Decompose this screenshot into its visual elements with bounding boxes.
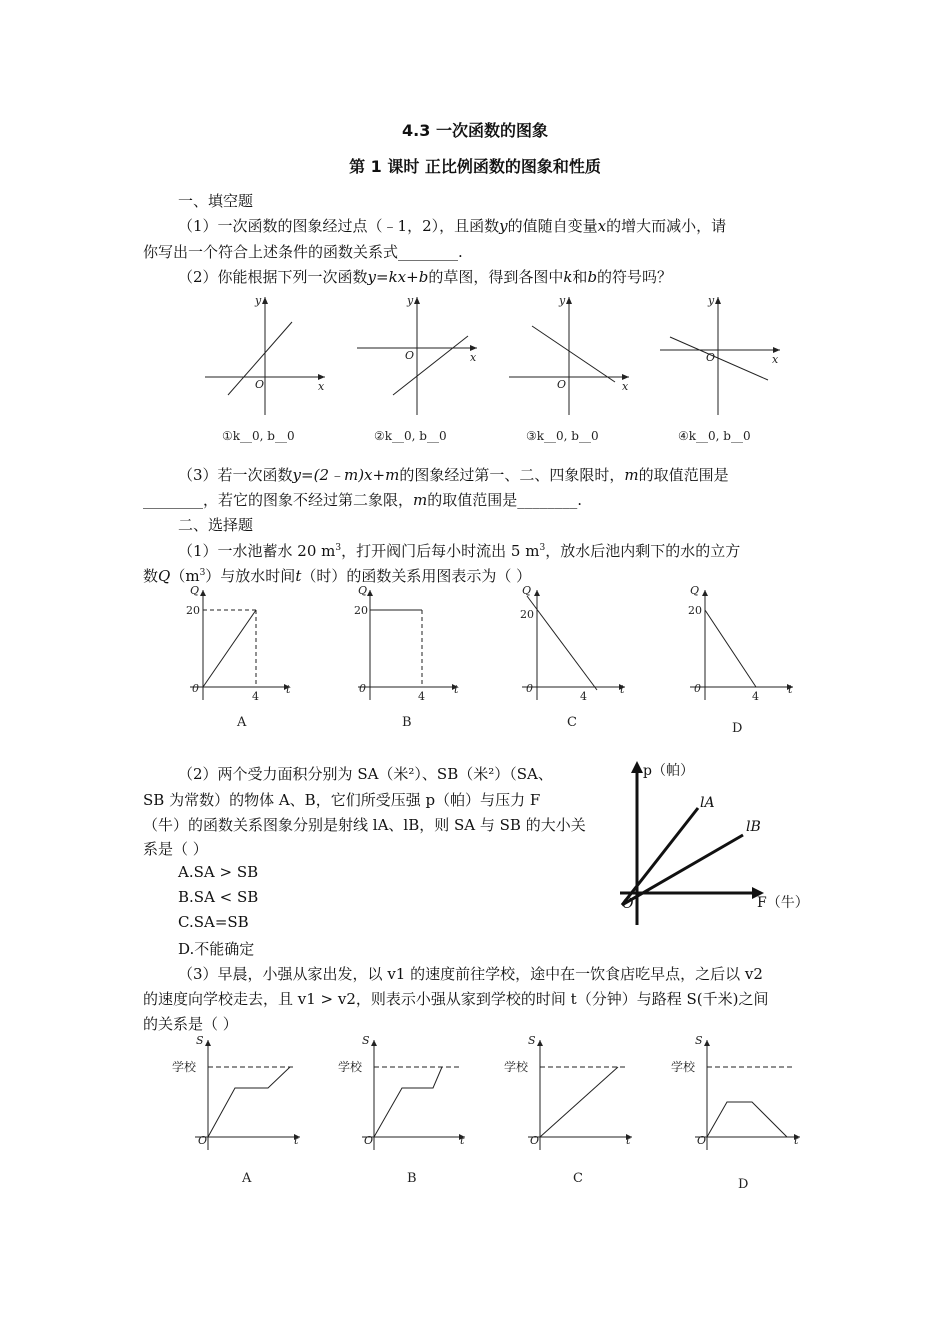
q2-1-var-q: Q: [158, 567, 171, 585]
sb-option: B: [407, 1171, 417, 1186]
qa-q-label: Q: [190, 584, 200, 597]
qd-origin: 0: [694, 682, 701, 695]
qd-tick-20: 20: [688, 604, 702, 617]
q2-1-text-f: ）与放水时间: [205, 567, 296, 585]
g3-line: [532, 326, 615, 382]
q1-3-text-a: （3）若一次函数: [178, 466, 293, 484]
q2-1-sup-c: 3: [199, 568, 206, 578]
q1-1-text-c: 的增大而减小，请: [606, 217, 727, 235]
q2-1-text-g: （时）的函数关系用图表示为（ ）: [301, 567, 532, 585]
g2-x-label: x: [470, 351, 477, 364]
qc-tick-20: 20: [520, 608, 534, 621]
g3-caption: ③k__0, b__0: [526, 429, 599, 443]
q2-1-text-e: （m: [170, 567, 200, 585]
sc-origin: O: [530, 1134, 540, 1147]
q2-2-line4: 系是（ ）: [143, 840, 208, 858]
qc-origin: 0: [526, 682, 533, 695]
q1-3-text-d: ________，若它的图象不经过第二象限，: [143, 491, 414, 509]
sa-path: [208, 1067, 290, 1137]
page-title: 4.3 一次函数的图象: [402, 121, 548, 140]
qd-t-label: t: [788, 683, 793, 696]
sd-t-label: t: [794, 1134, 799, 1147]
q1-2-sketches: [0, 0, 950, 460]
sc-s-label: S: [528, 1034, 536, 1047]
sc-path: [540, 1067, 618, 1137]
qd-tick-4: 4: [752, 690, 759, 703]
qb-tick-20: 20: [354, 604, 368, 617]
q2-1-text-c: ，放水后池内剩下的水的立方: [545, 542, 741, 560]
sd-s-label: S: [695, 1034, 703, 1047]
sc-option: C: [573, 1171, 583, 1186]
q2-3-line2: 的速度向学校走去，且 v1 > v2，则表示小强从家到学校的时间 t（分钟）与路程 S(千米)之间: [143, 990, 769, 1008]
q2-1-text-b: ，打开阀门后每小时流出 5 m: [341, 542, 540, 560]
q2-2-line1: （2）两个受力面积分别为 SA（米²）、SB（米²）（SA、: [178, 765, 553, 783]
qa-tick-4: 4: [252, 690, 259, 703]
qa-option: A: [237, 715, 247, 730]
pressure-label: p（帕）: [643, 763, 694, 779]
qa-origin: 0: [192, 682, 199, 695]
section-heading-fill: 一、填空题: [178, 192, 254, 210]
qa-t-label: t: [286, 683, 291, 696]
qd-q-label: Q: [690, 584, 700, 597]
g1-origin: O: [255, 378, 265, 391]
qb-q-label: Q: [358, 584, 368, 597]
sa-s-label: S: [196, 1034, 204, 1047]
q2-1-text-a: （1）一水池蓄水 20 m: [178, 542, 336, 560]
q1-3-equation: y=(2﹣m)x+m: [292, 466, 400, 484]
q1-1-line2: 你写出一个符合上述条件的函数关系式________.: [143, 243, 463, 261]
q1-2-text-a: （2）你能根据下列一次函数: [178, 268, 368, 286]
g2-origin: O: [405, 349, 415, 362]
q2-2-option-d[interactable]: D.不能确定: [178, 940, 255, 958]
q2-2-option-c[interactable]: C.SA=SB: [178, 913, 249, 931]
q2-2-option-b[interactable]: B.SA < SB: [178, 888, 259, 906]
sb-s-label: S: [362, 1034, 370, 1047]
q1-1-text-b: 的值随自变量: [507, 217, 598, 235]
ray-la: [622, 808, 698, 905]
sd-origin: O: [697, 1134, 707, 1147]
sb-t-label: t: [460, 1134, 465, 1147]
q2-2-option-a[interactable]: A.SA > SB: [178, 863, 259, 881]
qb-tick-4: 4: [418, 690, 425, 703]
sb-school-label: 学校: [338, 1060, 363, 1074]
graph-origin: O: [622, 896, 634, 912]
q2-1-var-t: t: [295, 567, 302, 585]
q2-1-line1: [178, 540, 740, 561]
q1-2-text-c: 和: [572, 268, 588, 286]
q2-3-line1: （3）早晨，小强从家出发，以 v1 的速度前往学校，途中在一饮食店吃早点，之后以 v2: [178, 965, 763, 983]
q1-1-var-y: y: [499, 217, 508, 235]
q1-2-text-d: 的符号吗？: [597, 268, 673, 286]
q1-3-line1: [178, 464, 729, 485]
qb-option: B: [402, 715, 412, 730]
q1-2-var-b: b: [587, 268, 598, 286]
q1-3-line2: [143, 489, 582, 510]
q2-2-graph: [600, 755, 820, 930]
force-label: F（牛）: [757, 895, 809, 911]
q2-1-text-d: 数: [143, 567, 159, 585]
q2-2-line3: （牛）的函数关系图象分别是射线 lA、lB，则 SA 与 SB 的大小关: [143, 816, 586, 834]
g4-line: [670, 337, 768, 380]
page-subtitle: 第 1 课时 正比例函数的图象和性质: [349, 157, 601, 176]
q1-1-text-a: （1）一次函数的图象经过点（﹣1，2），且函数: [178, 217, 500, 235]
sd-school-label: 学校: [671, 1060, 696, 1074]
qa-line: [203, 610, 256, 687]
sd-option: D: [738, 1177, 749, 1192]
qb-origin: 0: [359, 682, 366, 695]
sb-path: [374, 1067, 442, 1137]
g3-origin: O: [557, 378, 567, 391]
qa-tick-20: 20: [186, 604, 200, 617]
g1-x-label: x: [318, 380, 325, 393]
q1-1-var-x: x: [597, 217, 607, 235]
g3-x-label: x: [622, 380, 629, 393]
g3-y-label: y: [559, 294, 566, 307]
sa-school-label: 学校: [172, 1060, 197, 1074]
q1-3-var-m2: m: [413, 491, 428, 509]
g2-line: [393, 336, 468, 395]
qd-option: D: [732, 721, 743, 736]
ray-lb-label: lB: [746, 819, 761, 835]
sc-school-label: 学校: [504, 1060, 529, 1074]
g1-caption: ①k__0, b__0: [222, 429, 295, 443]
ray-la-label: lA: [700, 795, 715, 811]
g4-origin: O: [706, 351, 716, 364]
q2-3-line3: 的关系是（ ）: [143, 1015, 238, 1033]
q1-3-text-b: 的图象经过第一、二、四象限时，: [399, 466, 625, 484]
q2-3-graphs: [0, 1030, 950, 1195]
sa-t-label: t: [294, 1134, 299, 1147]
sa-origin: O: [198, 1134, 208, 1147]
q2-1-sup-b: 3: [539, 543, 546, 553]
qc-tick-4: 4: [580, 690, 587, 703]
g4-y-label: y: [708, 294, 715, 307]
sd-path: [707, 1102, 787, 1137]
g1-y-label: y: [255, 294, 262, 307]
g4-x-label: x: [772, 353, 779, 366]
sb-origin: O: [364, 1134, 374, 1147]
qb-t-label: t: [454, 683, 459, 696]
q1-3-text-c: 的取值范围是: [638, 466, 729, 484]
q2-1-sup-a: 3: [335, 543, 342, 553]
g2-caption: ②k__0, b__0: [374, 429, 447, 443]
qc-q-label: Q: [522, 584, 532, 597]
qc-t-label: t: [620, 683, 625, 696]
q1-2-equation: y=kx+b: [367, 268, 429, 286]
q1-3-text-e: 的取值范围是________.: [427, 491, 583, 509]
qc-option: C: [567, 715, 577, 730]
q2-1-graphs: [0, 580, 950, 740]
qd-line: [705, 610, 756, 687]
sa-option: A: [242, 1171, 252, 1186]
g2-y-label: y: [407, 294, 414, 307]
sc-t-label: t: [626, 1134, 631, 1147]
q2-2-line2: SB 为常数）的物体 A、B，它们所受压强 p（帕）与压力 F: [143, 791, 541, 809]
q1-2-var-k: k: [563, 268, 573, 286]
q1-3-var-m: m: [624, 466, 639, 484]
g4-caption: ④k__0, b__0: [678, 429, 751, 443]
section-heading-choice: 二、选择题: [178, 516, 254, 534]
q1-2-text-b: 的草图，得到各图中: [428, 268, 564, 286]
